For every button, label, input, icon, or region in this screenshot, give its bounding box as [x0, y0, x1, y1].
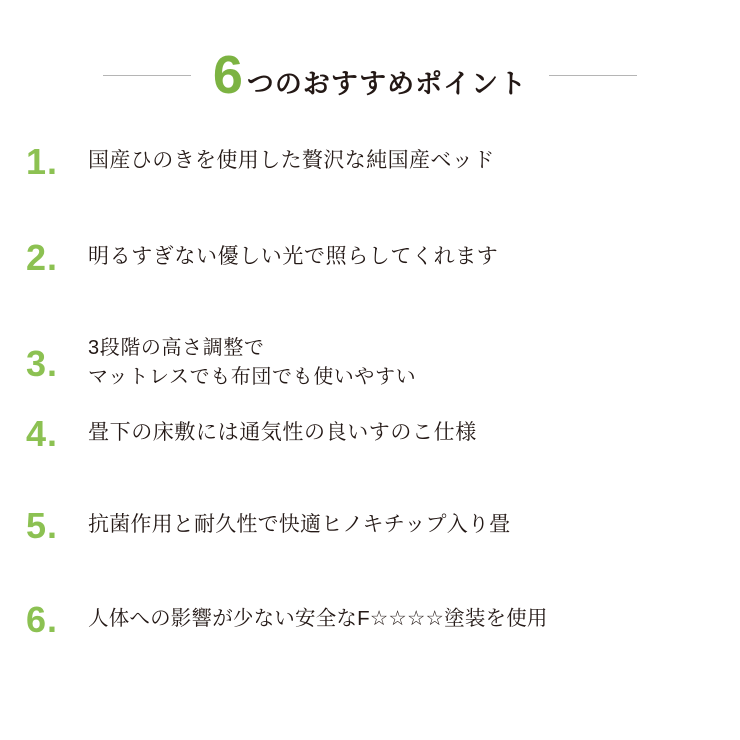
list-item-line: 畳下の床敷には通気性の良いすのこ仕様 [88, 421, 477, 444]
list-item-number: 4. [26, 413, 59, 454]
list-item [0, 332, 740, 410]
list-item-text [88, 416, 740, 448]
list-item-text [88, 332, 740, 392]
list-item-number: 2. [26, 237, 59, 278]
list-item-text [88, 240, 740, 272]
list-item-number: 6. [26, 599, 59, 640]
list-item [0, 413, 740, 494]
heading-rule-right [549, 75, 637, 76]
list-item-line: 明るすぎない優しい光で照らしてくれます [88, 245, 499, 268]
list-item [0, 141, 740, 222]
list-item-text [88, 602, 740, 634]
list-item-line: 抗菌作用と耐久性で快適ヒノキチップ入り畳 [88, 513, 511, 536]
list-item-text [88, 144, 740, 176]
heading-rule-left [103, 75, 191, 76]
list-item [0, 599, 740, 680]
list-item [0, 237, 740, 318]
list-item-number: 1. [26, 141, 59, 182]
points-list [0, 140, 740, 680]
page-title [0, 45, 740, 105]
list-item-line: 3段階の高さ調整で [88, 337, 265, 359]
heading-label: つのおすすめポイント [246, 69, 528, 99]
heading-number: 6 [212, 45, 243, 105]
list-item-line: 人体への影響が少ない安全なF☆☆☆☆塗装を使用 [88, 607, 548, 630]
list-item-number: 5. [26, 505, 59, 546]
list-item-line: 国産ひのきを使用した贅沢な純国産ベッド [88, 149, 495, 172]
list-item [0, 505, 740, 586]
list-item-line: マットレスでも布団でも使いやすい [88, 366, 417, 388]
heading-text [212, 45, 528, 105]
list-item-number: 3. [26, 343, 59, 384]
list-item-text [88, 508, 740, 540]
